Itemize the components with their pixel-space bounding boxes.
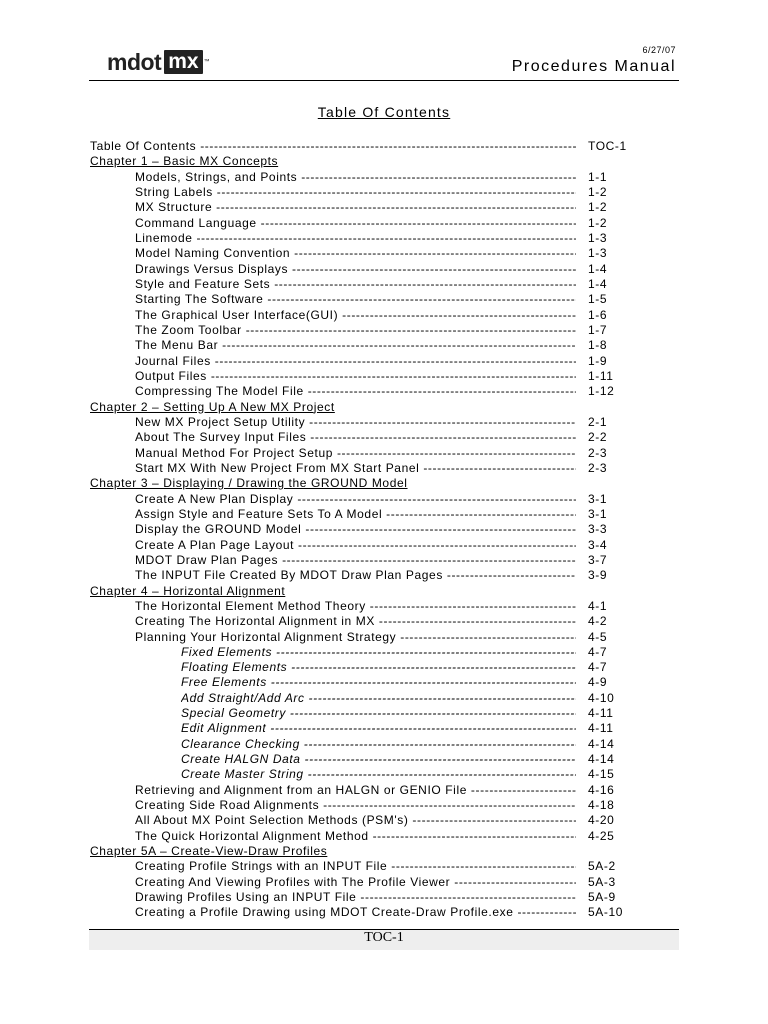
toc-entry-title: Starting The Software -----: [135, 292, 576, 307]
toc-entry: [90, 246, 638, 261]
page-title: [0, 104, 768, 120]
toc-entry-page: 1-8: [588, 338, 608, 353]
toc-entry-title: Creating a Profile Drawing using MDOT Create-Draw Profile.exe -----: [135, 905, 576, 920]
toc-entry-title: MX Structure -----: [135, 200, 576, 215]
toc-entry-page: 2-1: [588, 414, 608, 429]
toc-entry-title: Assign Style and Feature Sets To A Model -----: [135, 507, 576, 522]
toc-entry: [90, 829, 638, 844]
toc-entry-title: The Graphical User Interface(GUI) -----: [135, 308, 576, 323]
toc-entry-title: Creating And Viewing Profiles with The Profile Viewer -----: [135, 875, 576, 890]
toc-entry-title: The Zoom Toolbar -----: [135, 323, 576, 338]
toc-entry-title: Journal Files -----: [135, 354, 576, 369]
toc-entry: [90, 599, 638, 614]
toc-entry-page: 3-4: [588, 537, 608, 552]
toc-entry-title: Start MX With New Project From MX Start Panel -----: [135, 461, 576, 476]
toc-entry-page: 4-16: [588, 782, 615, 797]
toc-entry: [90, 507, 638, 522]
toc-entry: [90, 783, 638, 798]
header-divider: [89, 80, 679, 81]
toc-entry: [90, 859, 638, 874]
toc-entry-page: 3-3: [588, 522, 608, 537]
toc-entry-title: Free Elements -----: [181, 675, 576, 690]
toc-entry-title: Create A Plan Page Layout -----: [135, 538, 576, 553]
toc-entry-page: 2-3: [588, 460, 608, 475]
toc-entry: [90, 446, 638, 461]
toc-entry: [90, 675, 638, 690]
toc-entry: [90, 354, 638, 369]
toc-entry-page: 4-7: [588, 644, 608, 659]
toc-entry-page: 1-12: [588, 384, 615, 399]
toc-entry-page: 1-1: [588, 169, 608, 184]
toc-entry-page: 1-9: [588, 353, 608, 368]
toc-entry-title: Special Geometry -----: [181, 706, 576, 721]
toc-entry-page: 3-1: [588, 491, 608, 506]
toc-entry-page: 1-7: [588, 322, 608, 337]
toc-entry: [90, 538, 638, 553]
toc-entry: [90, 630, 638, 645]
toc-entry-title: Drawings Versus Displays -----: [135, 262, 576, 277]
toc-chapter-heading: [90, 400, 638, 415]
toc-entry-page: 1-2: [588, 184, 608, 199]
toc-entry: [90, 660, 638, 675]
toc-entry: [90, 292, 638, 307]
toc-entry-title: Chapter 1 – Basic MX Concepts: [90, 154, 279, 169]
toc-entry: [90, 185, 638, 200]
toc-entry-page: 4-5: [588, 629, 608, 644]
toc-entry: [90, 767, 638, 782]
toc-entry: [90, 277, 638, 292]
toc-entry-page: 1-2: [588, 215, 608, 230]
toc-entry-title: Creating Side Road Alignments -----: [135, 798, 576, 813]
toc-chapter-heading: [90, 476, 638, 491]
toc-chapter-heading: [90, 844, 638, 859]
toc-entry-title: Add Straight/Add Arc -----: [181, 691, 576, 706]
toc-entry-page: 4-25: [588, 828, 615, 843]
toc-entry: [90, 415, 638, 430]
toc-entry-title: The Menu Bar -----: [135, 338, 576, 353]
toc-entry-title: The Quick Horizontal Alignment Method -----: [135, 829, 576, 844]
toc-entry-page: 4-10: [588, 690, 615, 705]
toc-entry: [90, 905, 638, 920]
toc-entry-page: 4-11: [588, 706, 614, 721]
toc-entry: [90, 139, 638, 154]
toc-entry: [90, 170, 638, 185]
toc-entry: [90, 553, 638, 568]
toc-entry-title: Fixed Elements -----: [181, 645, 576, 660]
toc-entry-title: Models, Strings, and Points -----: [135, 170, 576, 185]
toc-entry: [90, 338, 638, 353]
toc-entry-title: Creating The Horizontal Alignment in MX -----: [135, 614, 576, 629]
toc-entry-title: Create Master String -----: [181, 767, 576, 782]
toc-entry: [90, 262, 638, 277]
toc-entry-title: Edit Alignment -----: [181, 721, 576, 736]
toc-entry-page: 4-18: [588, 798, 615, 813]
toc-entry-title: Chapter 3 – Displaying / Drawing the GROUND Model: [90, 476, 408, 491]
toc-entry-page: 1-2: [588, 200, 608, 215]
toc-entry-title: Create A New Plan Display -----: [135, 492, 576, 507]
toc-entry: [90, 645, 638, 660]
toc-entry: [90, 875, 638, 890]
toc-entry-title: MDOT Draw Plan Pages -----: [135, 553, 576, 568]
toc-entry-page: 4-15: [588, 767, 615, 782]
toc-entry: [90, 430, 638, 445]
toc-entry-title: Create HALGN Data -----: [181, 752, 576, 767]
toc-entry: [90, 737, 638, 752]
toc-entry-title: String Labels -----: [135, 185, 576, 200]
toc-entry-title: Chapter 2 – Setting Up A New MX Project: [90, 399, 335, 414]
toc-chapter-heading: [90, 584, 638, 599]
toc-entry: [90, 461, 638, 476]
toc-entry-title: Retrieving and Alignment from an HALGN or GENIO File -----: [135, 783, 576, 798]
toc-entry-page: 4-7: [588, 660, 608, 675]
toc-entry: [90, 308, 638, 323]
toc-entry-page: 5A-10: [588, 905, 624, 920]
toc-entry-page: 4-2: [588, 614, 608, 629]
toc-entry-page: TOC-1: [588, 139, 627, 153]
table-of-contents: [90, 139, 638, 921]
toc-entry-page: 1-3: [588, 246, 608, 261]
toc-entry-title: About The Survey Input Files -----: [135, 430, 576, 445]
toc-entry: [90, 568, 638, 583]
toc-entry-page: 4-14: [588, 752, 615, 767]
toc-entry-page: 1-11: [588, 368, 614, 383]
toc-entry: [90, 813, 638, 828]
toc-entry: [90, 798, 638, 813]
toc-entry-title: Creating Profile Strings with an INPUT File -----: [135, 859, 576, 874]
toc-entry-title: Display the GROUND Model -----: [135, 522, 576, 537]
toc-entry: [90, 231, 638, 246]
toc-entry-title: Linemode -----: [135, 231, 576, 246]
toc-entry-title: All About MX Point Selection Methods (PSM's) -----: [135, 813, 576, 828]
toc-entry-page: 1-6: [588, 307, 608, 322]
toc-entry-page: 4-20: [588, 813, 615, 828]
toc-entry: [90, 890, 638, 905]
toc-entry-title: Drawing Profiles Using an INPUT File -----: [135, 890, 576, 905]
mdot-mx-logo: [107, 50, 210, 74]
footer-page-number: TOC-1: [364, 930, 404, 945]
toc-entry-page: 5A-3: [588, 874, 616, 889]
toc-entry-page: 4-1: [588, 598, 608, 613]
toc-entry: [90, 200, 638, 215]
header-title: Procedures Manual: [511, 58, 676, 75]
toc-entry: [90, 706, 638, 721]
toc-entry-page: 1-4: [588, 261, 608, 276]
toc-entry: [90, 216, 638, 231]
toc-entry: [90, 721, 638, 736]
logo-text-mx: mx: [164, 50, 202, 74]
toc-entry-page: 1-4: [588, 276, 608, 291]
logo-trademark: ™: [203, 59, 210, 65]
toc-entry: [90, 691, 638, 706]
toc-entry-title: Chapter 5A – Create-View-Draw Profiles: [90, 844, 328, 859]
toc-entry-title: The Horizontal Element Method Theory -----: [135, 599, 576, 614]
toc-entry-page: 4-9: [588, 675, 608, 690]
page-title-text: Table Of Contents: [317, 104, 451, 120]
toc-entry-title: Chapter 4 – Horizontal Alignment: [90, 583, 286, 598]
toc-entry-title: New MX Project Setup Utility -----: [135, 415, 576, 430]
logo-text-mdot: mdot: [107, 49, 162, 75]
toc-entry-page: 1-5: [588, 292, 608, 307]
toc-entry-page: 4-14: [588, 736, 615, 751]
toc-entry-page: 3-7: [588, 552, 608, 567]
toc-entry-title: The INPUT File Created By MDOT Draw Plan Pages -----: [135, 568, 576, 583]
toc-entry-page: 1-3: [588, 230, 608, 245]
toc-entry: [90, 522, 638, 537]
toc-entry: [90, 492, 638, 507]
toc-entry-title: Planning Your Horizontal Alignment Strategy -----: [135, 630, 576, 645]
toc-entry-page: 3-1: [588, 506, 608, 521]
toc-entry: [90, 384, 638, 399]
toc-entry-title: Command Language -----: [135, 216, 576, 231]
toc-entry-page: 2-2: [588, 430, 608, 445]
toc-entry: [90, 614, 638, 629]
toc-entry-page: 5A-9: [588, 890, 616, 905]
toc-entry-title: Compressing The Model File -----: [135, 384, 576, 399]
toc-entry-page: 2-3: [588, 445, 608, 460]
header-date: 6/27/07: [642, 45, 676, 55]
toc-entry: [90, 323, 638, 338]
toc-entry-title: Style and Feature Sets -----: [135, 277, 576, 292]
toc-entry-title: Manual Method For Project Setup -----: [135, 446, 576, 461]
toc-entry-title: Clearance Checking -----: [181, 737, 576, 752]
toc-entry-page: 5A-2: [588, 859, 616, 874]
toc-chapter-heading: [90, 154, 638, 169]
toc-entry-title: Floating Elements -----: [181, 660, 576, 675]
toc-entry: [90, 369, 638, 384]
toc-entry-title: Table Of Contents -----: [90, 139, 576, 154]
toc-entry-title: Model Naming Convention -----: [135, 246, 576, 261]
toc-entry-page: 4-11: [588, 721, 614, 736]
toc-entry-page: 3-9: [588, 568, 608, 583]
toc-entry: [90, 752, 638, 767]
toc-entry-title: Output Files -----: [135, 369, 576, 384]
